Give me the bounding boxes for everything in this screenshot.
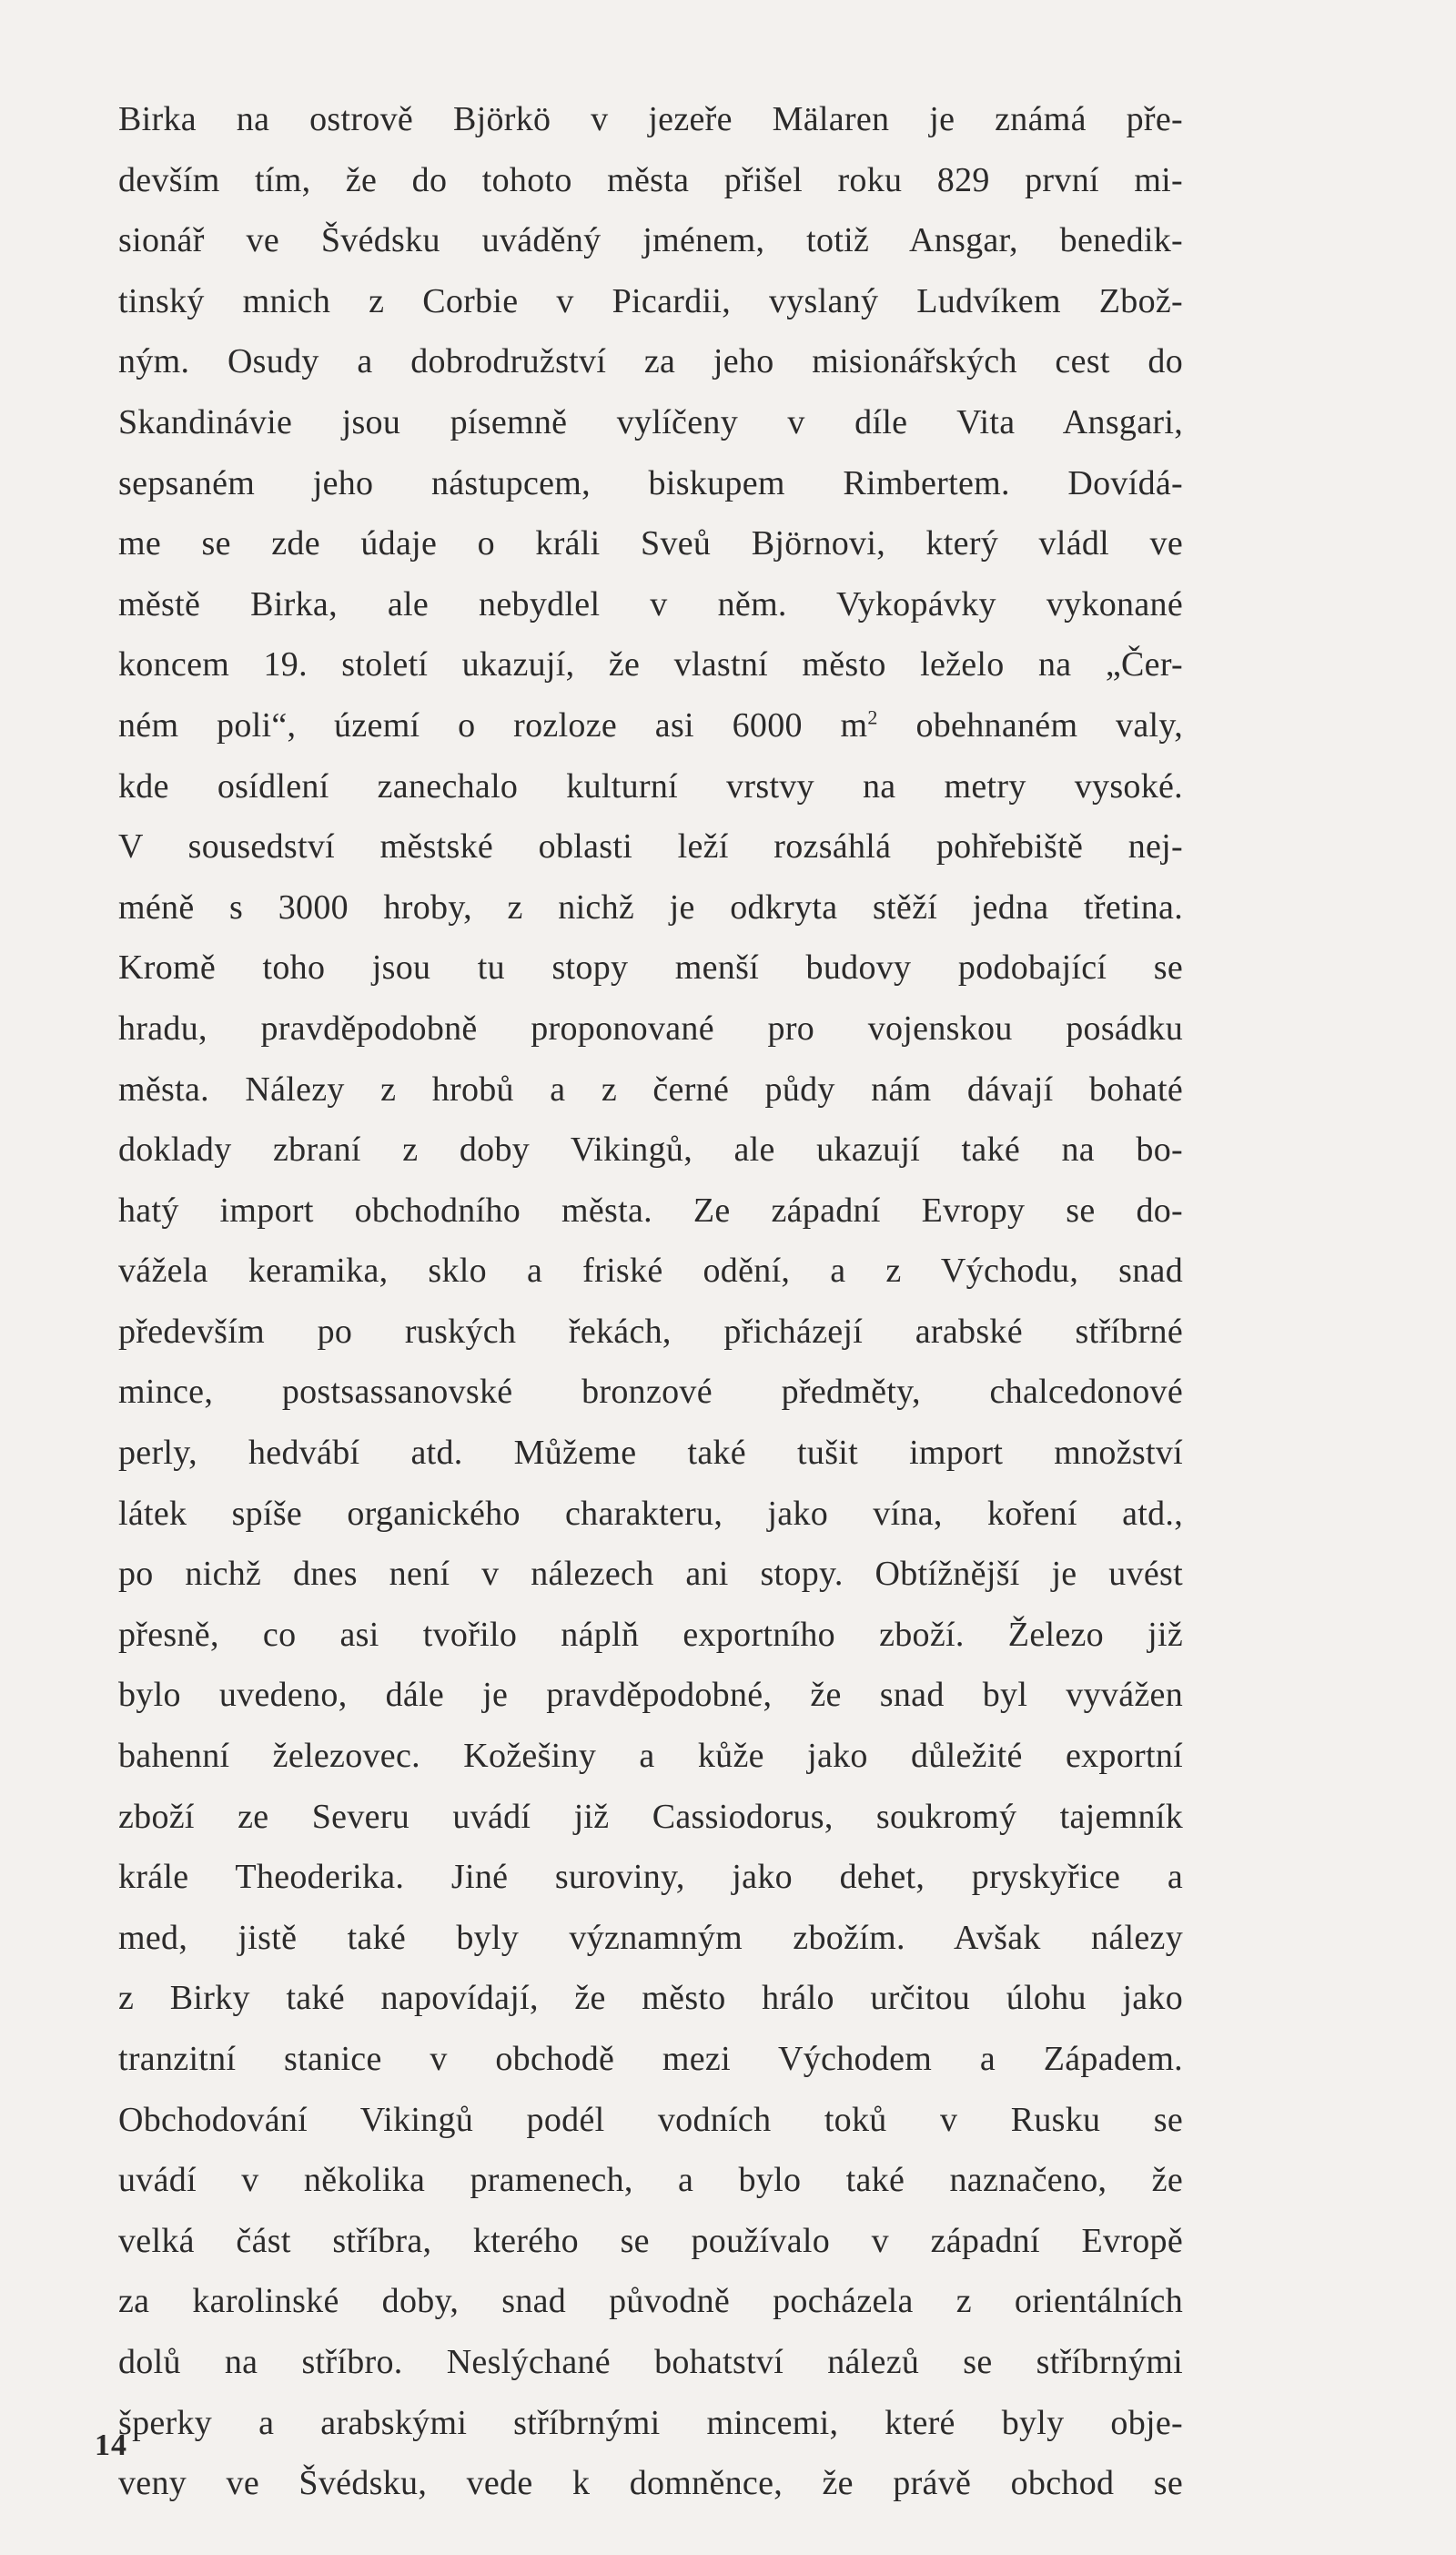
text-line: zboží ze Severu uvádí již Cassiodorus, soukromý tajemník (118, 1797, 1183, 1836)
text-line: me se zde údaje o králi Sveů Björnovi, který vládl ve (118, 524, 1183, 563)
text-line: městě Birka, ale nebydlel v něm. Vykopávky vykonané (118, 584, 1183, 624)
text-line: z Birky také napovídají, že město hrálo určitou úlohu jako (118, 1979, 1183, 2018)
text-line: bylo uvedeno, dále je pravděpodobné, že snad byl vyvážen (118, 1676, 1183, 1715)
superscript: 2 (867, 705, 878, 729)
text-line: V sousedství městské oblasti leží rozsáhlá pohřebiště nej- (118, 827, 1183, 867)
text-line: šperky a arabskými stříbrnými mincemi, které byly obje- (118, 2403, 1183, 2442)
text-line: dolů na stříbro. Neslýchané bohatství nálezů se stříbrnými (118, 2342, 1183, 2381)
text-line: perly, hedvábí atd. Můžeme také tušit import množství (118, 1434, 1183, 1473)
text-line: tranzitní stanice v obchodě mezi Východem a Západem. (118, 2040, 1183, 2078)
text-line: doklady zbraní z doby Vikingů, ale ukazují také na bo- (118, 1130, 1183, 1170)
text-line: sepsaném jeho nástupcem, biskupem Rimbertem. Dovídá- (118, 463, 1183, 502)
text-line: ným. Osudy a dobrodružství za jeho misionářských cest do (118, 342, 1183, 381)
text-line: vážela keramika, sklo a friské odění, a z Východu, snad (118, 1252, 1183, 1291)
body-text (118, 89, 1183, 2514)
text-line-with-superscript (118, 695, 1183, 756)
text-line: veny ve Švédsku, vede k domněnce, že právě obchod se (118, 2464, 1183, 2503)
text-line: města. Nálezy z hrobů a z černé půdy nám dávají bohaté (118, 1070, 1183, 1109)
text-line: hatý import obchodního města. Ze západní Evropy se do- (118, 1191, 1183, 1230)
text-line: bahenní železovec. Kožešiny a kůže jako důležité exportní (118, 1737, 1183, 1776)
text-segment: ném poli“, území o rozloze asi 6000 m (118, 705, 868, 745)
text-line: Birka na ostrově Björkö v jezeře Mälaren je známá pře- (118, 100, 1183, 138)
text-line: uvádí v několika pramenech, a bylo také naznačeno, že (118, 2161, 1183, 2200)
text-line: méně s 3000 hroby, z nichž je odkryta stěží jedna třetina. (118, 887, 1183, 927)
text-line: med, jistě také byly významným zbožím. Avšak nálezy (118, 1918, 1183, 1957)
text-line: po nichž dnes není v nálezech ani stopy. Obtížnější je uvést (118, 1555, 1183, 1594)
text-line: hradu, pravděpodobně proponované pro vojenskou posádku (118, 1009, 1183, 1048)
text-segment: obehnaném valy, (877, 705, 1183, 745)
page-number: 14 (95, 2428, 127, 2462)
text-line: látek spíše organického charakteru, jako vína, koření atd., (118, 1494, 1183, 1533)
text-line: Kromě toho jsou tu stopy menší budovy podobající se (118, 948, 1183, 988)
text-line: přesně, co asi tvořilo náplň exportního zboží. Železo již (118, 1615, 1183, 1654)
text-line: Obchodování Vikingů podél vodních toků v Rusku se (118, 2100, 1183, 2139)
text-line: krále Theoderika. Jiné suroviny, jako dehet, pryskyřice a (118, 1858, 1183, 1897)
text-line: za karolinské doby, snad původně pocházela z orientálních (118, 2282, 1183, 2321)
text-line: Skandinávie jsou písemně vylíčeny v díle Vita Ansgari, (118, 402, 1183, 441)
text-line: devším tím, že do tohoto města přišel roku 829 první mi- (118, 160, 1183, 199)
text-line: mince, postsassanovské bronzové předměty, chalcedonové (118, 1373, 1183, 1412)
text-line: především po ruských řekách, přicházejí arabské stříbrné (118, 1312, 1183, 1351)
text-line: velká část stříbra, kterého se používalo v západní Evropě (118, 2221, 1183, 2260)
text-line: kde osídlení zanechalo kulturní vrstvy na metry vysoké. (118, 766, 1183, 806)
text-line: sionář ve Švédsku uváděný jménem, totiž Ansgar, benedik- (118, 221, 1183, 260)
text-line: koncem 19. století ukazují, že vlastní město leželo na „Čer- (118, 645, 1183, 684)
text-line: tinský mnich z Corbie v Picardii, vyslaný Ludvíkem Zbož- (118, 281, 1183, 320)
